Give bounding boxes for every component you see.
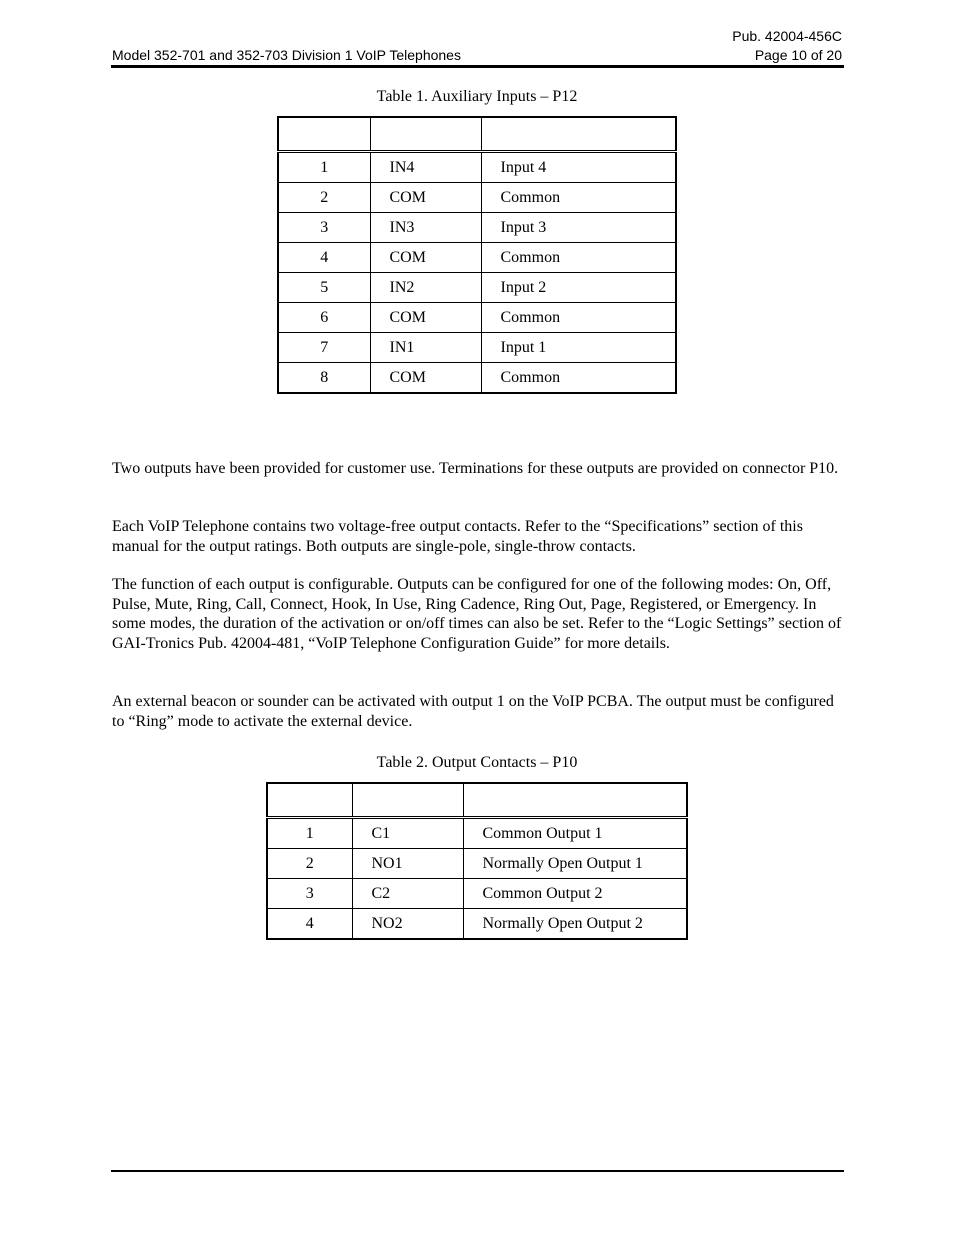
table-header-cell (481, 117, 676, 152)
table-row (278, 333, 676, 363)
signal-cell: COM (370, 243, 481, 273)
table-row (278, 363, 676, 394)
signal-cell: NO2 (352, 909, 463, 940)
paragraph-output-contacts: Each VoIP Telephone contains two voltage-free output contacts. Refer to the “Specifications” section of this manual for the output ratings. Both outputs are single-pole, single-throw contacts. (112, 518, 803, 555)
table-row (267, 849, 687, 879)
footer-rule (111, 1170, 844, 1172)
pin-cell: 4 (267, 909, 352, 940)
table-header-cell (463, 783, 687, 818)
description-cell: Common (481, 243, 676, 273)
description-cell: Common Output 1 (463, 818, 687, 849)
signal-cell: C1 (352, 818, 463, 849)
description-cell: Input 4 (481, 152, 676, 183)
table-header-cell (352, 783, 463, 818)
pin-cell: 2 (267, 849, 352, 879)
pin-cell: 3 (278, 213, 370, 243)
pin-cell: 1 (267, 818, 352, 849)
header-rule (111, 65, 844, 68)
table-header-cell (370, 117, 481, 152)
signal-cell: IN2 (370, 273, 481, 303)
signal-cell: COM (370, 303, 481, 333)
signal-cell: NO1 (352, 849, 463, 879)
table2-caption: Table 2. Output Contacts – P10 (376, 754, 578, 771)
publication-number: Pub. 42004-456C (732, 28, 842, 44)
signal-cell: IN1 (370, 333, 481, 363)
table-row (267, 879, 687, 909)
description-cell: Common (481, 303, 676, 333)
description-cell: Common Output 2 (463, 879, 687, 909)
description-cell: Common (481, 363, 676, 394)
table-row (267, 909, 687, 940)
signal-cell: IN4 (370, 152, 481, 183)
pin-cell: 3 (267, 879, 352, 909)
paragraph-external-beacon: An external beacon or sounder can be activated with output 1 on the VoIP PCBA. The output must be configured to “Ring” mode to activate the external device. (112, 693, 834, 730)
description-cell: Normally Open Output 1 (463, 849, 687, 879)
paragraph-output-modes: The function of each output is configurable. Outputs can be configured for one of the following modes: On, Off, Pulse, Mute, Ring, Call, Connect, Hook, In Use, Ring Cadence, Ring Out, Page, Registered, or Emergency. In some modes, the duration of the activation or on/off times can also be set. Refer to the “Logic Settings” section of GAI-Tronics Pub. 42004-481, “VoIP Telephone Configuration Guide” for more details. (112, 576, 842, 652)
signal-cell: COM (370, 363, 481, 394)
description-cell: Common (481, 183, 676, 213)
table-header-row (278, 117, 676, 152)
page-number: Page 10 of 20 (754, 47, 842, 63)
description-cell: Normally Open Output 2 (463, 909, 687, 940)
table-header-cell (267, 783, 352, 818)
document-title: Model 352-701 and 352-703 Division 1 VoIP Telephones (112, 47, 461, 63)
pin-cell: 4 (278, 243, 370, 273)
output-contacts-table (266, 782, 688, 940)
table-row (278, 273, 676, 303)
signal-cell: IN3 (370, 213, 481, 243)
table-header-row (267, 783, 687, 818)
table-row (278, 152, 676, 183)
table-row (278, 183, 676, 213)
pin-cell: 2 (278, 183, 370, 213)
table1-caption: Table 1. Auxiliary Inputs – P12 (376, 88, 578, 105)
description-cell: Input 1 (481, 333, 676, 363)
table-row (278, 303, 676, 333)
table-row (278, 243, 676, 273)
pin-cell: 1 (278, 152, 370, 183)
table-row (267, 818, 687, 849)
paragraph-outputs-intro: Two outputs have been provided for customer use. Terminations for these outputs are provided on connector P10. (112, 460, 839, 477)
pin-cell: 7 (278, 333, 370, 363)
description-cell: Input 3 (481, 213, 676, 243)
signal-cell: COM (370, 183, 481, 213)
description-cell: Input 2 (481, 273, 676, 303)
pin-cell: 5 (278, 273, 370, 303)
auxiliary-inputs-table (277, 116, 677, 394)
pin-cell: 8 (278, 363, 370, 394)
pin-cell: 6 (278, 303, 370, 333)
table-row (278, 213, 676, 243)
signal-cell: C2 (352, 879, 463, 909)
table-header-cell (278, 117, 370, 152)
